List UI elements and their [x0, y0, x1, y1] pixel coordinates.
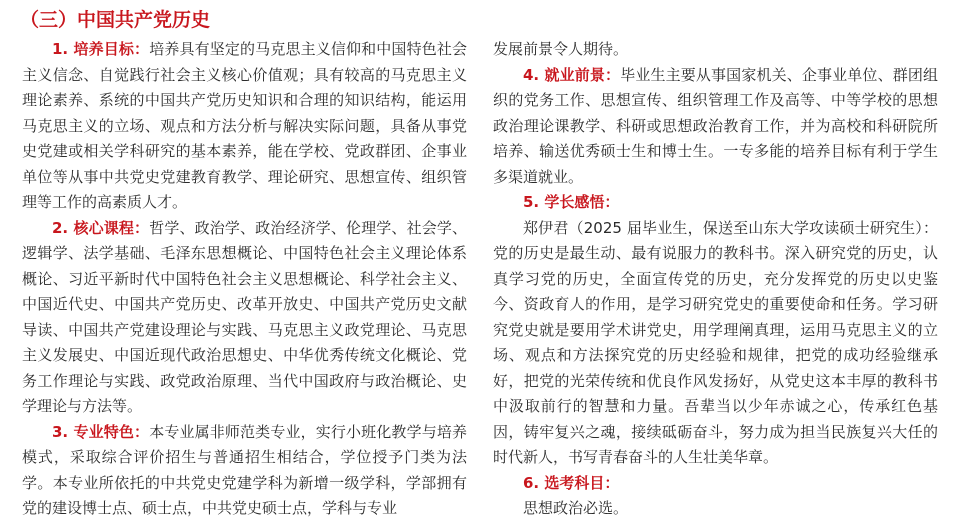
- elective-subjects-paragraph: [493, 496, 938, 522]
- training-goal-text: 培养具有坚定的马克思主义信仰和中国特色社会主义信念、自觉践行社会主义核心价值观；具有较高的马克思主义理论素养、系统的中国共产党历史知识和合理的知识结构，能运用马克思主义的立场、观点和方法分析与解决实际问题，具备从事党史党建或相关学科研究的基本素养，能在学校、党政群团、企事业单位等从事中共党史党建教育教学、理论研究、思想宣传、组织管理等工作的高素质人才。: [22, 40, 467, 211]
- senior-insight-paragraph: [493, 216, 938, 471]
- training-goal-label: 1. 培养目标：: [52, 40, 150, 58]
- features-label: 3. 专业特色：: [52, 422, 150, 441]
- senior-insight-text: 郑伊君（2025 届毕业生，保送至山东大学攻读硕士研究生）：党的历史是最生动、最有说服力的教科书。深入研究党的历史，认真学习党的历史，全面宣传党的历史，充分发挥党的历史以史鉴今、资政育人的作用，是学习研究党史的重要使命和任务。学习研究党史就是要用学术讲党史，用学理阐真理，运用马克思主义的立场、观点和方法探究党的历史经验和规律，把党的成功经验继承好，把党的光荣传统和优良作风发扬好，从党史这本丰厚的教科书中汲取前行的智慧和力量。吾辈当以少年赤诚之心，传承红色基因，铸牢复兴之魂，接续砥砺奋斗，努力成为担当民族复兴大任的时代新人，书写青春奋斗的人生壮美华章。: [493, 218, 938, 466]
- features-continued-text: 发展前景令人期待。: [493, 40, 629, 58]
- senior-insight-label: 5. 学长感悟：: [523, 193, 620, 211]
- core-courses-paragraph: [22, 216, 467, 420]
- elective-subjects-heading: [493, 471, 938, 497]
- training-goal-paragraph: [22, 37, 467, 216]
- features-continued-paragraph: [493, 37, 938, 63]
- employment-label: 4. 就业前景：: [523, 65, 621, 84]
- elective-subjects-text: 思想政治必选。: [523, 499, 629, 517]
- features-paragraph: [22, 420, 467, 522]
- right-column: [493, 37, 938, 522]
- employment-paragraph: [493, 63, 938, 191]
- employment-text: 毕业生主要从事国家机关、企事业单位、群团组织的党务工作、思想宣传、组织管理工作及高等、中等学校的思想政治理论课教学、科研或思想政治教育工作，并为高校和科研院所培养、输送优秀硕士生和博士生。一专多能的培养目标有利于学生多渠道就业。: [493, 65, 938, 186]
- senior-insight-heading: [493, 190, 938, 216]
- section-title: （三）中国共产党历史: [20, 9, 211, 31]
- core-courses-text: 哲学、政治学、政治经济学、伦理学、社会学、逻辑学、法学基础、毛泽东思想概论、中国特色社会主义理论体系概论、习近平新时代中国特色社会主义思想概论、科学社会主义、中国近代史、中国共产党历史、改革开放史、中国共产党历史文献导读、中国共产党建设理论与实践、马克思主义政党理论、马克思主义发展史、中国近现代政治思想史、中华优秀传统文化概论、党务工作理论与实践、政党政治原理、当代中国政府与政治概论、史学理论与方法等。: [22, 218, 467, 415]
- core-courses-label: 2. 核心课程：: [52, 218, 150, 237]
- elective-subjects-label: 6. 选考科目：: [523, 473, 620, 492]
- left-column: [22, 37, 467, 522]
- features-text: 本专业属非师范类专业，实行小班化教学与培养模式，采取综合评价招生与普通招生相结合，学位授予门类为法学。本专业所依托的中共党史党建学科为新增一级学科，学部拥有党的建设博士点、硕士点，中共党史硕士点，学科与专业: [22, 422, 467, 517]
